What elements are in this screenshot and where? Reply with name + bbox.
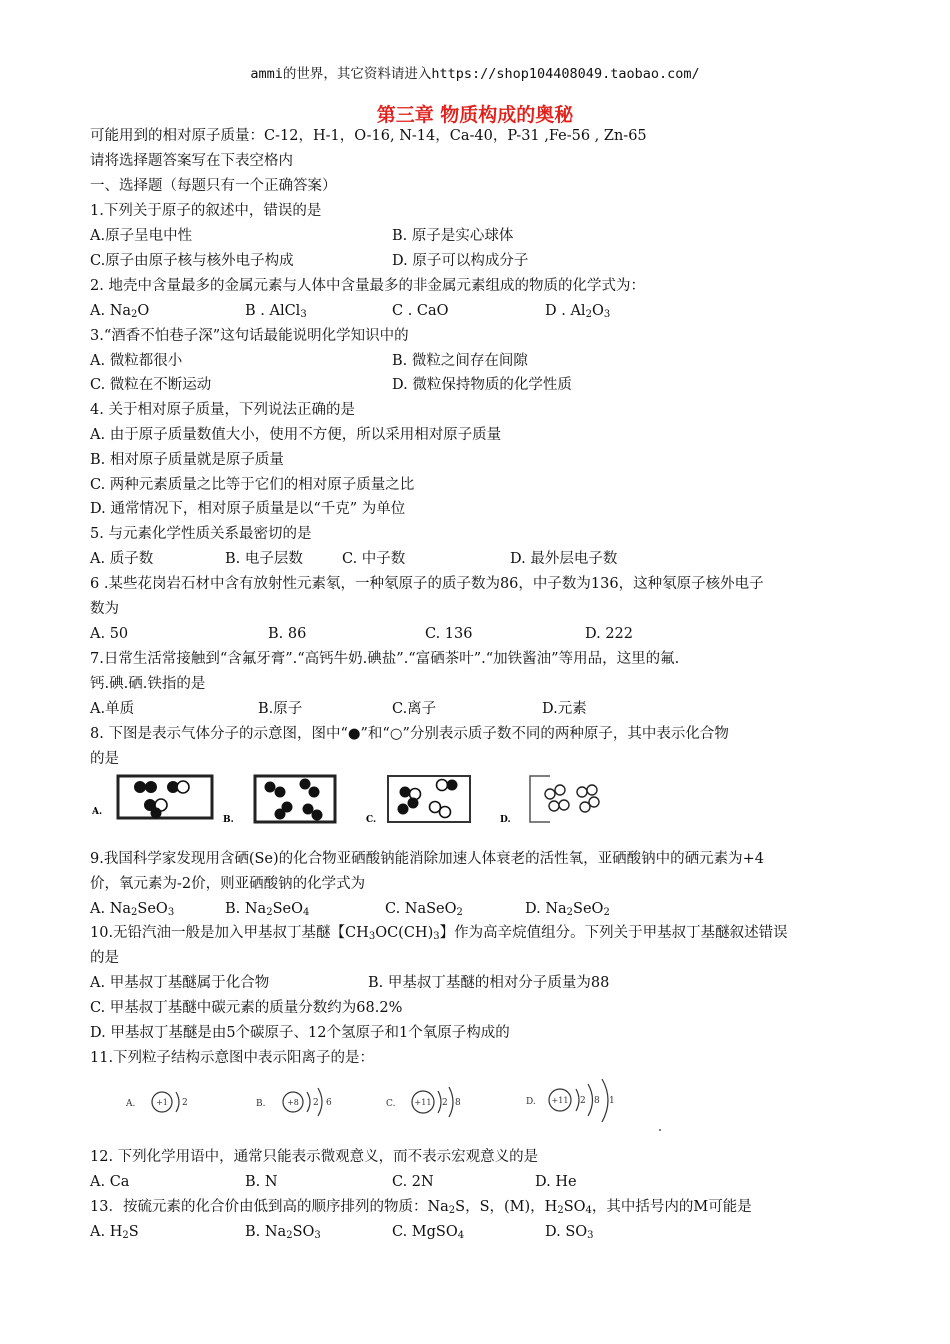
question-12-stem: 12. 下列化学用语中，通常只能表示微观意义，而不表示宏观意义的是	[90, 1149, 539, 1165]
scan-speck	[659, 1129, 661, 1131]
question-7-stem-line1: 7.日常生活常接触到“含氟牙膏”.“高钙牛奶.碘盐”.“富硒茶叶”.“加铁酱油”等用品，这里的氟.	[90, 651, 680, 667]
shell-b-1: 2	[313, 1098, 319, 1108]
atom-filled	[151, 808, 162, 819]
atom-filled	[408, 798, 419, 809]
section-heading: 一、选择题（每题只有一个正确答案）	[90, 178, 337, 194]
mol-label-c: C.	[366, 815, 377, 825]
q5-option-c: C. 中子数	[342, 551, 406, 567]
question-3-stem: 3.“酒香不怕巷子深”这句话最能说明化学知识中的	[90, 328, 409, 344]
q13-option-c: C. MgSO$_4$	[392, 1224, 465, 1241]
q4-option-d: D. 通常情况下，相对原子质量是以“千克” 为单位	[90, 501, 406, 517]
atom-empty	[589, 797, 599, 807]
q3-option-a: A. 微粒都很小	[90, 353, 183, 369]
particle-label-a: A.	[126, 1099, 136, 1109]
atom-empty	[580, 802, 590, 812]
q12-option-d: D. He	[535, 1174, 577, 1190]
q7-option-a: A.单质	[90, 701, 135, 717]
q13-option-b: B. $Na_2SO_3$	[245, 1224, 321, 1241]
particle-label-c: C.	[386, 1099, 396, 1109]
q10-option-c: C. 甲基叔丁基醚中碳元素的质量分数约为68.2%	[90, 1000, 403, 1016]
question-5-stem: 5. 与元素化学性质关系最密切的是	[90, 526, 312, 542]
q3-option-b: B. 微粒之间存在间隙	[392, 353, 528, 369]
shell-a-1: 2	[182, 1098, 188, 1108]
particle-label-d: D.	[526, 1097, 536, 1107]
q9-option-d: D. $Na_2SeO_2$	[525, 901, 610, 918]
shell-arc	[307, 1092, 310, 1112]
q5-option-d: D. 最外层电子数	[510, 551, 618, 567]
q12-option-b: B. N	[245, 1174, 278, 1190]
question-8-stem-line1: 8. 下图是表示气体分子的示意图，图中“●”和“○”分别表示质子数不同的两种原子，其中表示化合物	[90, 726, 729, 742]
q9-option-b: B. $Na_2SeO_4$	[225, 901, 310, 918]
atom-empty	[437, 780, 448, 791]
q2-option-d: D . $Al_2O_3$	[545, 303, 611, 320]
q12-option-c: C. 2N	[392, 1174, 434, 1190]
atom-empty	[555, 785, 565, 795]
shell-d-2: 8	[594, 1096, 600, 1106]
mol-label-d: D.	[500, 815, 511, 825]
shell-arc	[588, 1084, 593, 1116]
atom-empty	[559, 800, 569, 810]
shell-arc	[438, 1091, 441, 1113]
question-10-stem-line1: 10.无铅汽油一般是加入甲基叔丁基醚【$CH_3OC(CH)_3$】作为高辛烷值组分。下列关于甲基叔丁基醚叙述错误	[90, 925, 788, 942]
atom-filled	[300, 779, 311, 790]
q7-option-b: B.原子	[258, 701, 303, 717]
q5-option-a: A. 质子数	[90, 551, 154, 567]
molecule-diagram	[90, 772, 550, 832]
mol-label-a: A.	[92, 807, 103, 817]
q1-option-a: A.原子呈电中性	[90, 228, 193, 244]
question-9-stem-line2: 价，氧元素为-2价，则亚硒酸钠的化学式为	[90, 876, 366, 892]
question-8-stem-line2: 的是	[90, 751, 119, 767]
question-9-stem-line1: 9.我国科学家发现用含硒(Se)的化合物亚硒酸钠能消除加速人体衰老的活性氧，亚硒酸钠中的硒元素为+4	[90, 851, 765, 867]
shell-arc	[449, 1087, 453, 1117]
question-13-stem: 13．按硫元素的化合价由低到高的顺序排列的物质：$Na_2S$，S，(M)，$H_2SO_4$，其中括号内的M可能是	[90, 1199, 752, 1216]
q1-option-c: C.原子由原子核与核外电子构成	[90, 253, 294, 269]
atom-filled	[145, 781, 157, 793]
q6-option-a: A. 50	[90, 626, 129, 642]
page-header: ammi的世界，其它资料请进入https://shop104408049.taobao.com/	[250, 66, 700, 82]
q7-option-c: C.离子	[392, 701, 437, 717]
q2-option-c: C . CaO	[392, 303, 449, 319]
q1-option-b: B. 原子是实心球体	[392, 228, 514, 244]
mol-box-c	[388, 776, 470, 822]
atom-empty	[577, 787, 587, 797]
q13-option-d: D. $SO_3$	[545, 1224, 594, 1241]
q6-option-b: B. 86	[268, 626, 307, 642]
shell-arc	[576, 1089, 579, 1111]
q10-option-b: B. 甲基叔丁基醚的相对分子质量为88	[368, 975, 610, 991]
atom-empty	[587, 785, 597, 795]
atomic-mass-note: 可能用到的相对原子质量：C-12，H-1，O-16, N-14，Ca-40，P-31 ,Fe-56 , Zn-65	[90, 128, 647, 144]
mol-box-a	[118, 776, 212, 818]
question-10-stem-line2: 的是	[90, 950, 119, 966]
molecule-box-d-contents	[530, 776, 615, 826]
q2-option-a: A. $Na_2O$	[90, 303, 150, 320]
question-6-stem-line2: 数为	[90, 601, 119, 617]
question-11-stem: 11.下列粒子结构示意图中表示阳离子的是：	[90, 1050, 375, 1066]
q10-option-a: A. 甲基叔丁基醚属于化合物	[90, 975, 270, 991]
nucleus-d-charge: +11	[551, 1096, 569, 1105]
question-1-stem: 1.下列关于原子的叙述中，错误的是	[90, 203, 322, 219]
q9-option-a: A. $Na_2SeO_3$	[90, 901, 175, 918]
atom-filled	[275, 787, 286, 798]
shell-b-2: 6	[326, 1098, 332, 1108]
q6-option-c: C. 136	[425, 626, 473, 642]
q7-option-d: D.元素	[542, 701, 587, 717]
question-7-stem-line2: 钙.碘.硒.铁指的是	[90, 676, 206, 692]
shell-d-1: 2	[580, 1096, 586, 1106]
particle-structure-diagrams	[118, 1078, 678, 1138]
atom-filled	[312, 810, 323, 821]
atom-empty	[440, 807, 451, 818]
answer-instruction: 请将选择题答案写在下表空格内	[90, 153, 293, 169]
atom-empty	[545, 789, 555, 799]
q4-option-c: C. 两种元素质量之比等于它们的相对原子质量之比	[90, 477, 415, 493]
question-2-stem: 2. 地壳中含量最多的金属元素与人体中含量最多的非金属元素组成的物质的化学式为：	[90, 278, 645, 294]
q5-option-b: B. 电子层数	[225, 551, 303, 567]
atom-filled	[265, 782, 276, 793]
atom-empty	[177, 781, 189, 793]
q1-option-d: D. 原子可以构成分子	[392, 253, 529, 269]
q10-option-d: D. 甲基叔丁基醚是由5个碳原子、12个氢原子和1个氧原子构成的	[90, 1025, 510, 1041]
q12-option-a: A. Ca	[90, 1174, 130, 1190]
nucleus-b-charge: +8	[287, 1098, 299, 1107]
chapter-title: 第三章 物质构成的奥秘	[376, 104, 574, 126]
shell-c-2: 8	[455, 1098, 461, 1108]
shell-arc	[602, 1079, 608, 1122]
atom-filled	[309, 787, 320, 798]
question-6-stem-line1: 6 .某些花岗岩石材中含有放射性元素氡，一种氡原子的质子数为86，中子数为136，这种氡原子核外电子	[90, 576, 764, 592]
nucleus-c-charge: +11	[414, 1098, 432, 1107]
q3-option-c: C. 微粒在不断运动	[90, 377, 212, 393]
atom-filled	[398, 804, 409, 815]
shell-d-3: 1	[609, 1096, 615, 1106]
atom-filled	[303, 804, 314, 815]
q3-option-d: D. 微粒保持物质的化学性质	[392, 377, 572, 393]
atom-filled	[275, 809, 286, 820]
mol-label-b: B.	[223, 815, 234, 825]
particle-label-b: B.	[256, 1099, 266, 1109]
q6-option-d: D. 222	[585, 626, 634, 642]
atom-filled	[400, 787, 411, 798]
shell-c-1: 2	[442, 1098, 448, 1108]
q9-option-c: C. NaSeO$_2$	[385, 901, 463, 918]
atom-empty	[549, 801, 559, 811]
shell-arc	[176, 1092, 179, 1112]
question-4-stem: 4. 关于相对原子质量，下列说法正确的是	[90, 402, 355, 418]
q4-option-a: A. 由于原子质量数值大小，使用不方便，所以采用相对原子质量	[90, 427, 502, 443]
atom-filled	[134, 781, 146, 793]
q13-option-a: A. $H_2S$	[90, 1224, 139, 1241]
q4-option-b: B. 相对原子质量就是原子质量	[90, 452, 284, 468]
atom-filled	[447, 780, 458, 791]
q2-option-b: B . AlCl$_3$	[245, 303, 307, 320]
nucleus-a-charge: +1	[156, 1098, 168, 1107]
